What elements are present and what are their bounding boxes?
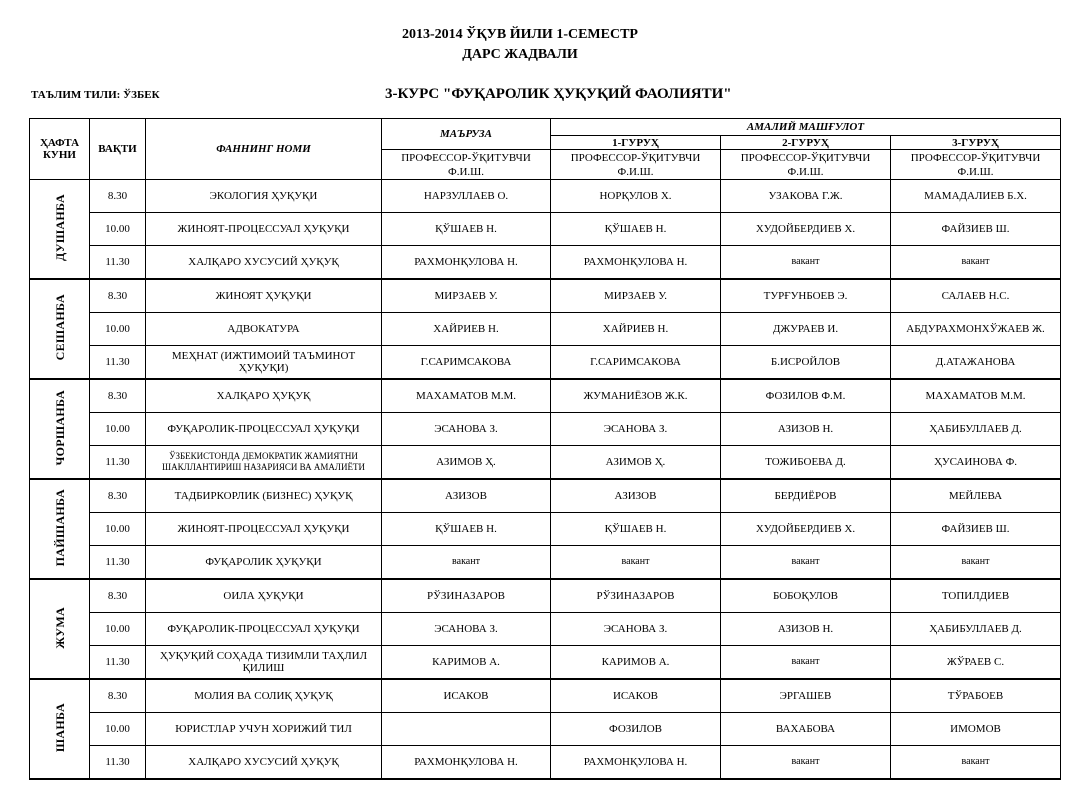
header-group-2: 2-ГУРУҲ (721, 136, 891, 150)
group-1-teacher-cell: МИРЗАЕВ У. (551, 279, 721, 313)
group-3-teacher-cell: ҲАБИБУЛЛАЕВ Д. (891, 613, 1061, 646)
group-1-teacher-cell: ИСАКОВ (551, 679, 721, 713)
group-1-teacher-cell: ҚЎШАЕВ Н. (551, 513, 721, 546)
teacher-line-1: ПРОФЕССОР-ЎҚИТУВЧИ (570, 151, 701, 164)
group-1-teacher-cell: ҚЎШАЕВ Н. (551, 213, 721, 246)
group-3-teacher-cell: ФАЙЗИЕВ Ш. (891, 513, 1061, 546)
table-row (30, 346, 1061, 380)
subject-cell: ФУҚАРОЛИК-ПРОЦЕССУАЛ ҲУҚУҚИ (146, 613, 382, 646)
table-row (30, 446, 1061, 480)
header-group-1: 1-ГУРУҲ (551, 136, 721, 150)
teacher-line-2: Ф.И.Ш. (787, 165, 824, 178)
header-teacher-group-3 (891, 150, 1061, 180)
group-1-teacher-cell: вакант (551, 546, 721, 580)
group-2-teacher-cell: ЭРГАШЕВ (721, 679, 891, 713)
group-3-teacher-cell: ҲУСАИНОВА Ф. (891, 446, 1061, 480)
day-label: ЖУМА (52, 606, 67, 649)
lecture-teacher-cell: МАХАМАТОВ М.М. (382, 379, 551, 413)
schedule-table (29, 118, 1061, 780)
lecture-teacher-cell: ИСАКОВ (382, 679, 551, 713)
lecture-teacher-cell: ЭСАНОВА З. (382, 413, 551, 446)
group-1-teacher-cell: РАХМОНҚУЛОВА Н. (551, 746, 721, 780)
lecture-teacher-cell: РЎЗИНАЗАРОВ (382, 579, 551, 613)
group-2-teacher-cell: Б.ИСРОЙЛОВ (721, 346, 891, 380)
time-cell: 10.00 (90, 513, 146, 546)
group-3-teacher-cell: ЖЎРАЕВ С. (891, 646, 1061, 680)
group-3-teacher-cell: вакант (891, 746, 1061, 780)
time-cell: 11.30 (90, 246, 146, 280)
time-cell: 8.30 (90, 379, 146, 413)
day-label: СЕШАНБА (52, 294, 67, 361)
day-cell (30, 579, 90, 679)
group-2-teacher-cell: БЕРДИЁРОВ (721, 479, 891, 513)
lecture-teacher-cell: вакант (382, 546, 551, 580)
header-time: ВАҚТИ (90, 119, 146, 180)
lecture-teacher-cell: АЗИЗОВ (382, 479, 551, 513)
lecture-teacher-cell: МИРЗАЕВ У. (382, 279, 551, 313)
teacher-line-2: Ф.И.Ш. (448, 165, 484, 178)
group-3-teacher-cell: ҲАБИБУЛЛАЕВ Д. (891, 413, 1061, 446)
subject-cell: ХАЛҚАРО ХУСУСИЙ ҲУҚУҚ (146, 246, 382, 280)
subject-cell: ФУҚАРОЛИК-ПРОЦЕССУАЛ ҲУҚУҚИ (146, 413, 382, 446)
group-3-teacher-cell: ТОПИЛДИЕВ (891, 579, 1061, 613)
group-3-teacher-cell: ИМОМОВ (891, 713, 1061, 746)
group-2-teacher-cell: ВАХАБОВА (721, 713, 891, 746)
table-row (30, 313, 1061, 346)
table-row (30, 246, 1061, 280)
group-3-teacher-cell: МАХАМАТОВ М.М. (891, 379, 1061, 413)
group-2-teacher-cell: ФОЗИЛОВ Ф.М. (721, 379, 891, 413)
group-3-teacher-cell: ТЎРАБОЕВ (891, 679, 1061, 713)
group-2-teacher-cell: АЗИЗОВ Н. (721, 413, 891, 446)
subject-cell: ЖИНОЯТ-ПРОЦЕССУАЛ ҲУҚУҚИ (146, 513, 382, 546)
lecture-teacher-cell: ХАЙРИЕВ Н. (382, 313, 551, 346)
time-cell: 11.30 (90, 546, 146, 580)
table-row (30, 713, 1061, 746)
table-row (30, 746, 1061, 780)
time-cell: 11.30 (90, 446, 146, 480)
lecture-teacher-cell: ЭСАНОВА З. (382, 613, 551, 646)
group-3-teacher-cell: САЛАЕВ Н.С. (891, 279, 1061, 313)
table-row (30, 546, 1061, 580)
table-row (30, 579, 1061, 613)
header-lecture: МАЪРУЗА (382, 119, 551, 150)
day-cell (30, 180, 90, 280)
day-label: ДУШАНБА (52, 194, 67, 261)
subject-cell: МОЛИЯ ВА СОЛИҚ ҲУҚУҚ (146, 679, 382, 713)
group-2-teacher-cell: ДЖУРАЕВ И. (721, 313, 891, 346)
header-day: ҲАФТА КУНИ (30, 119, 90, 180)
group-2-teacher-cell: УЗАКОВА Г.Ж. (721, 180, 891, 213)
time-cell: 8.30 (90, 579, 146, 613)
group-1-teacher-cell: ФОЗИЛОВ (551, 713, 721, 746)
table-row (30, 279, 1061, 313)
teacher-line-1: ПРОФЕССОР-ЎҚИТУВЧИ (740, 151, 871, 164)
lecture-teacher-cell: КАРИМОВ А. (382, 646, 551, 680)
time-cell: 11.30 (90, 646, 146, 680)
group-2-teacher-cell: ХУДОЙБЕРДИЕВ Х. (721, 213, 891, 246)
header-teacher-group-2 (721, 150, 891, 180)
subject-cell: ТАДБИРКОРЛИК (БИЗНЕС) ҲУҚУҚ (146, 479, 382, 513)
lecture-teacher-cell: АЗИМОВ Ҳ. (382, 446, 551, 480)
group-1-teacher-cell: КАРИМОВ А. (551, 646, 721, 680)
day-label: ЧОРШАНБА (52, 389, 67, 466)
group-2-teacher-cell: ХУДОЙБЕРДИЕВ Х. (721, 513, 891, 546)
day-cell (30, 679, 90, 779)
subject-cell: ХАЛҚАРО ҲУҚУҚ (146, 379, 382, 413)
subject-cell: ЎЗБЕКИСТОНДА ДЕМОКРАТИК ЖАМИЯТНИ ШАКЛЛАНТИРИШ НАЗАРИЯСИ ВА АМАЛИЁТИ (146, 446, 382, 480)
time-cell: 8.30 (90, 279, 146, 313)
subject-cell: ХАЛҚАРО ХУСУСИЙ ҲУҚУҚ (146, 746, 382, 780)
teacher-line-2: Ф.И.Ш. (617, 165, 654, 178)
header-teacher-lecture (382, 150, 551, 180)
group-1-teacher-cell: ЭСАНОВА З. (551, 613, 721, 646)
group-2-teacher-cell: ТУРҒУНБОЕВ Э. (721, 279, 891, 313)
group-2-teacher-cell: вакант (721, 546, 891, 580)
course-title: 3-КУРС "ФУҚАРОЛИК ҲУҚУҚИЙ ФАОЛИЯТИ" (385, 86, 732, 102)
group-1-teacher-cell: РЎЗИНАЗАРОВ (551, 579, 721, 613)
table-row (30, 479, 1061, 513)
lecture-teacher-cell (382, 713, 551, 746)
subject-cell: ЖИНОЯТ-ПРОЦЕССУАЛ ҲУҚУҚИ (146, 213, 382, 246)
time-cell: 10.00 (90, 713, 146, 746)
table-row (30, 613, 1061, 646)
time-cell: 10.00 (90, 413, 146, 446)
document-title: 2013-2014 ЎҚУВ ЙИЛИ 1-СЕМЕСТР (402, 27, 638, 42)
day-cell (30, 279, 90, 379)
teacher-line-2: Ф.И.Ш. (957, 165, 994, 178)
time-cell: 8.30 (90, 679, 146, 713)
teacher-line-1: ПРОФЕССОР-ЎҚИТУВЧИ (910, 151, 1041, 164)
lecture-teacher-cell: РАХМОНҚУЛОВА Н. (382, 746, 551, 780)
table-row (30, 413, 1061, 446)
header-teacher-group-1 (551, 150, 721, 180)
table-row (30, 679, 1061, 713)
subject-cell: ЮРИСТЛАР УЧУН ХОРИЖИЙ ТИЛ (146, 713, 382, 746)
group-3-teacher-cell: МЕЙЛЕВА (891, 479, 1061, 513)
time-cell: 10.00 (90, 613, 146, 646)
subject-cell: ОИЛА ҲУҚУҚИ (146, 579, 382, 613)
day-cell (30, 479, 90, 579)
group-2-teacher-cell: ТОЖИБОЕВА Д. (721, 446, 891, 480)
lecture-teacher-cell: ҚЎШАЕВ Н. (382, 213, 551, 246)
table-row (30, 646, 1061, 680)
lecture-teacher-cell: НАРЗУЛЛАЕВ О. (382, 180, 551, 213)
day-label: ШАНБА (52, 702, 67, 753)
group-1-teacher-cell: НОРҚУЛОВ Х. (551, 180, 721, 213)
time-cell: 8.30 (90, 180, 146, 213)
group-3-teacher-cell: вакант (891, 246, 1061, 280)
subject-cell: ЭКОЛОГИЯ ҲУҚУҚИ (146, 180, 382, 213)
time-cell: 11.30 (90, 746, 146, 780)
language-label: ТАЪЛИМ ТИЛИ: ЎЗБЕК (31, 89, 160, 101)
group-2-teacher-cell: вакант (721, 746, 891, 780)
time-cell: 10.00 (90, 213, 146, 246)
group-1-teacher-cell: АЗИЗОВ (551, 479, 721, 513)
document-subtitle: ДАРС ЖАДВАЛИ (462, 47, 578, 62)
lecture-teacher-cell: РАХМОНҚУЛОВА Н. (382, 246, 551, 280)
header-subject: ФАННИНГ НОМИ (146, 119, 382, 180)
group-1-teacher-cell: ЖУМАНИЁЗОВ Ж.К. (551, 379, 721, 413)
table-row (30, 213, 1061, 246)
schedule-header (30, 119, 1061, 180)
table-row (30, 180, 1061, 213)
schedule-body (30, 180, 1061, 780)
teacher-line-1: ПРОФЕССОР-ЎҚИТУВЧИ (401, 151, 531, 164)
time-cell: 10.00 (90, 313, 146, 346)
lecture-teacher-cell: ҚЎШАЕВ Н. (382, 513, 551, 546)
subject-cell: МЕҲНАТ (ИЖТИМОИЙ ТАЪМИНОТ ҲУҚУҚИ) (146, 346, 382, 380)
group-1-teacher-cell: РАХМОНҚУЛОВА Н. (551, 246, 721, 280)
header-practical: АМАЛИЙ МАШҒУЛОТ (551, 119, 1061, 136)
group-1-teacher-cell: ЭСАНОВА З. (551, 413, 721, 446)
group-3-teacher-cell: Д.АТАЖАНОВА (891, 346, 1061, 380)
subject-cell: АДВОКАТУРА (146, 313, 382, 346)
time-cell: 8.30 (90, 479, 146, 513)
group-1-teacher-cell: ХАЙРИЕВ Н. (551, 313, 721, 346)
time-cell: 11.30 (90, 346, 146, 380)
group-3-teacher-cell: вакант (891, 546, 1061, 580)
subject-cell: ЖИНОЯТ ҲУҚУҚИ (146, 279, 382, 313)
group-1-teacher-cell: АЗИМОВ Ҳ. (551, 446, 721, 480)
group-2-teacher-cell: БОБОҚУЛОВ (721, 579, 891, 613)
lecture-teacher-cell: Г.САРИМСАКОВА (382, 346, 551, 380)
group-2-teacher-cell: АЗИЗОВ Н. (721, 613, 891, 646)
table-row (30, 379, 1061, 413)
group-3-teacher-cell: ФАЙЗИЕВ Ш. (891, 213, 1061, 246)
day-cell (30, 379, 90, 479)
group-3-teacher-cell: АБДУРАХМОНХЎЖАЕВ Ж. (891, 313, 1061, 346)
header-group-3: 3-ГУРУҲ (891, 136, 1061, 150)
group-2-teacher-cell: вакант (721, 646, 891, 680)
table-row (30, 513, 1061, 546)
group-1-teacher-cell: Г.САРИМСАКОВА (551, 346, 721, 380)
day-label: ПАЙШАНБА (52, 488, 67, 567)
group-3-teacher-cell: МАМАДАЛИЕВ Б.Х. (891, 180, 1061, 213)
subject-cell: ФУҚАРОЛИК ҲУҚУҚИ (146, 546, 382, 580)
group-2-teacher-cell: вакант (721, 246, 891, 280)
subject-cell: ҲУҚУҚИЙ СОҲАДА ТИЗИМЛИ ТАҲЛИЛ ҚИЛИШ (146, 646, 382, 680)
